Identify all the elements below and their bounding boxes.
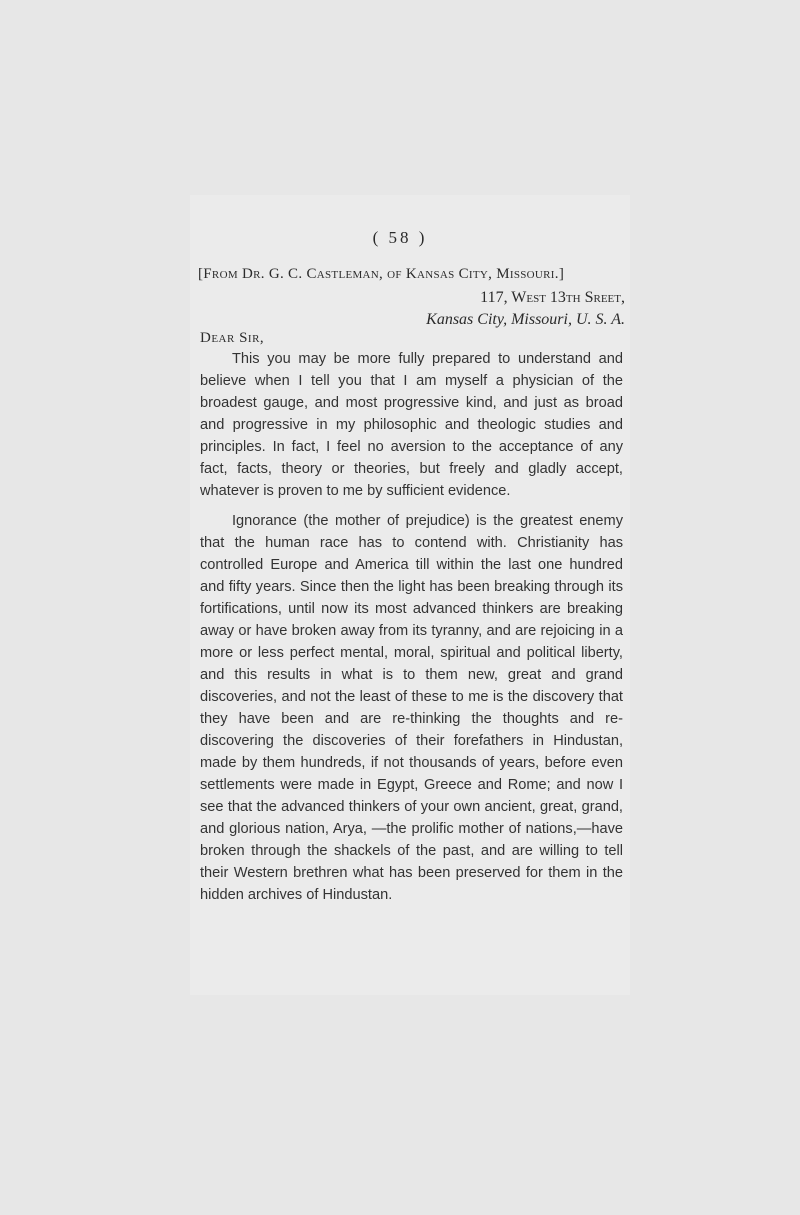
- salutation: Dear Sir,: [200, 330, 265, 346]
- address-street: 117, West 13th Sreet,: [480, 289, 625, 306]
- page-number: ( 58 ): [372, 228, 428, 247]
- letter-body: [200, 348, 623, 914]
- letter-header: [From Dr. G. C. Castleman, of Kansas City, Missouri.]: [198, 266, 565, 282]
- paragraph-2: Ignorance (the mother of prejudice) is the greatest enemy that the human race has to contend with. Christianity has controlled Europe and America till within the last one hundred and fifty years. Since then the light has been breaking through its fortifications, until now its most advanced thinkers are breaking away or have broken away from its tyranny, and are rejoicing in a more or less perfect mental, moral, spiritual and political liberty, and this results in what is to them new, great and grand discoveries, and not the least of these to me is the discovery that they have been and are re-thinking the thoughts and re-discovering the discoveries of their forefathers in Hindustan, made by them hundreds, if not thousands of years, before even settlements were made in Egypt, Greece and Rome; and now I see that the advanced thinkers of your own ancient, great, grand, and glorious nation, Arya, —the prolific mother of nations,—have broken through the shackels of the past, and are willing to tell their Western brethren what has been preserved for them in the hidden archives of Hindustan.: [200, 513, 623, 903]
- address-city: Kansas City, Missouri, U. S. A.: [426, 311, 625, 328]
- paragraph-1: This you may be more fully prepared to understand and believe when I tell you that I am myself a physician of the broadest gauge, and most progressive kind, and just as broad and progressive in my philosophic and theologic studies and principles. In fact, I feel no aversion to the acceptance of any fact, facts, theory or theories, but freely and gladly accept, whatever is proven to me by sufficient evidence.: [200, 351, 623, 499]
